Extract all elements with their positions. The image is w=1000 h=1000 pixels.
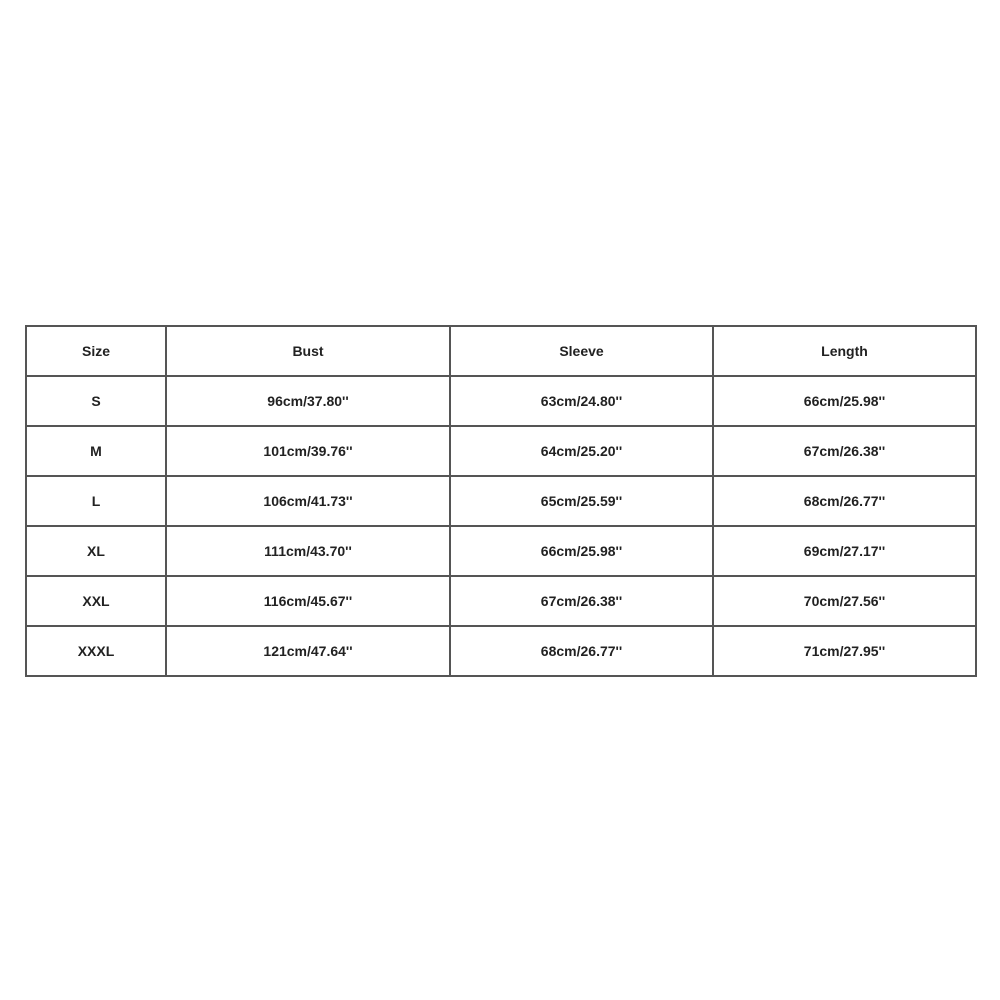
cell-bust: 96cm/37.80'' <box>166 376 450 426</box>
cell-sleeve: 68cm/26.77'' <box>450 626 713 676</box>
cell-bust: 106cm/41.73'' <box>166 476 450 526</box>
table-row <box>26 576 976 626</box>
table-row <box>26 526 976 576</box>
header-bust: Bust <box>166 326 450 376</box>
table-row <box>26 376 976 426</box>
cell-sleeve: 63cm/24.80'' <box>450 376 713 426</box>
header-length: Length <box>713 326 976 376</box>
cell-sleeve: 67cm/26.38'' <box>450 576 713 626</box>
cell-length: 68cm/26.77'' <box>713 476 976 526</box>
cell-sleeve: 65cm/25.59'' <box>450 476 713 526</box>
cell-length: 69cm/27.17'' <box>713 526 976 576</box>
cell-size: XXXL <box>26 626 166 676</box>
table-row <box>26 626 976 676</box>
cell-length: 70cm/27.56'' <box>713 576 976 626</box>
cell-bust: 101cm/39.76'' <box>166 426 450 476</box>
table-row <box>26 426 976 476</box>
cell-length: 67cm/26.38'' <box>713 426 976 476</box>
cell-size: L <box>26 476 166 526</box>
table-row <box>26 476 976 526</box>
header-row <box>26 326 976 376</box>
cell-bust: 116cm/45.67'' <box>166 576 450 626</box>
header-sleeve: Sleeve <box>450 326 713 376</box>
cell-size: XL <box>26 526 166 576</box>
size-chart-table <box>25 325 977 677</box>
cell-bust: 111cm/43.70'' <box>166 526 450 576</box>
cell-size: S <box>26 376 166 426</box>
cell-bust: 121cm/47.64'' <box>166 626 450 676</box>
cell-size: M <box>26 426 166 476</box>
table-header <box>26 326 976 376</box>
cell-length: 66cm/25.98'' <box>713 376 976 426</box>
cell-sleeve: 64cm/25.20'' <box>450 426 713 476</box>
header-size: Size <box>26 326 166 376</box>
cell-sleeve: 66cm/25.98'' <box>450 526 713 576</box>
cell-size: XXL <box>26 576 166 626</box>
cell-length: 71cm/27.95'' <box>713 626 976 676</box>
table-body <box>26 376 976 676</box>
